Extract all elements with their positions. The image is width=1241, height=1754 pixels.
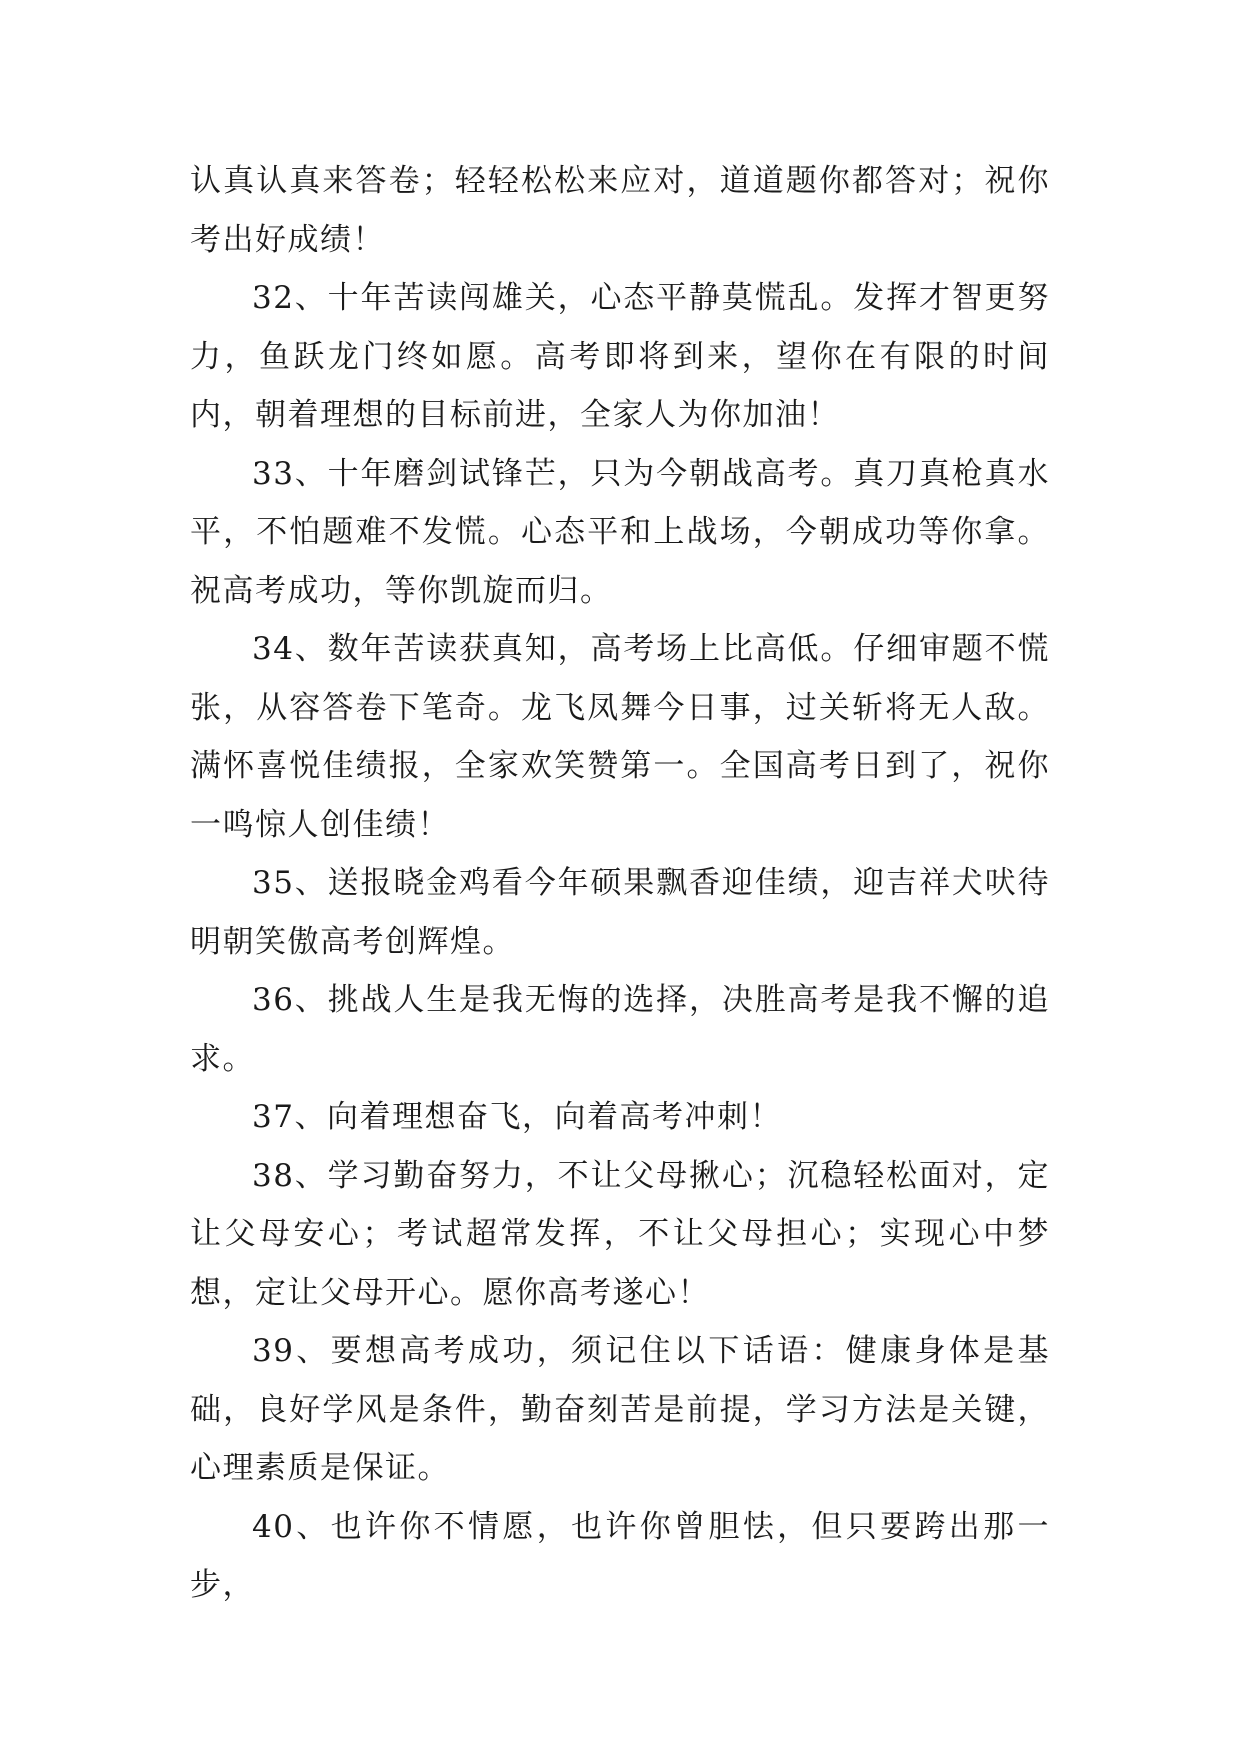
document-body <box>190 152 1050 1615</box>
paragraph: 38、学习勤奋努力，不让父母揪心；沉稳轻松面对，定让父母安心；考试超常发挥，不让父母担心；实现心中梦想，定让父母开心。愿你高考遂心！ <box>190 1157 1050 1311</box>
paragraph: 认真认真来答卷；轻轻松松来应对，道道题你都答对；祝你考出好成绩！ <box>190 163 1050 258</box>
paragraph: 34、数年苦读获真知，高考场上比高低。仔细审题不慌张，从容答卷下笔奇。龙飞凤舞今日事，过关斩将无人敌。满怀喜悦佳绩报，全家欢笑赞第一。全国高考日到了，祝你一鸣惊人创佳绩！ <box>190 631 1050 843</box>
paragraph: 35、送报晓金鸡看今年硕果飘香迎佳绩，迎吉祥犬吠待明朝笑傲高考创辉煌。 <box>190 865 1050 960</box>
paragraph: 36、挑战人生是我无悔的选择，决胜高考是我不懈的追求。 <box>190 982 1050 1077</box>
paragraph: 33、十年磨剑试锋芒，只为今朝战高考。真刀真枪真水平，不怕题难不发慌。心态平和上战场，今朝成功等你拿。祝高考成功，等你凯旋而归。 <box>190 455 1050 609</box>
paragraph: 32、十年苦读闯雄关，心态平静莫慌乱。发挥才智更努力，鱼跃龙门终如愿。高考即将到来，望你在有限的时间内，朝着理想的目标前进，全家人为你加油！ <box>190 280 1050 433</box>
paragraph: 40、也许你不情愿，也许你曾胆怯，但只要跨出那一步， <box>190 1508 1050 1603</box>
paragraph: 37、向着理想奋飞，向着高考冲刺！ <box>252 1099 782 1135</box>
paragraph: 39、要想高考成功，须记住以下话语：健康身体是基础，良好学风是条件，勤奋刻苦是前提，学习方法是关键，心理素质是保证。 <box>190 1333 1050 1486</box>
